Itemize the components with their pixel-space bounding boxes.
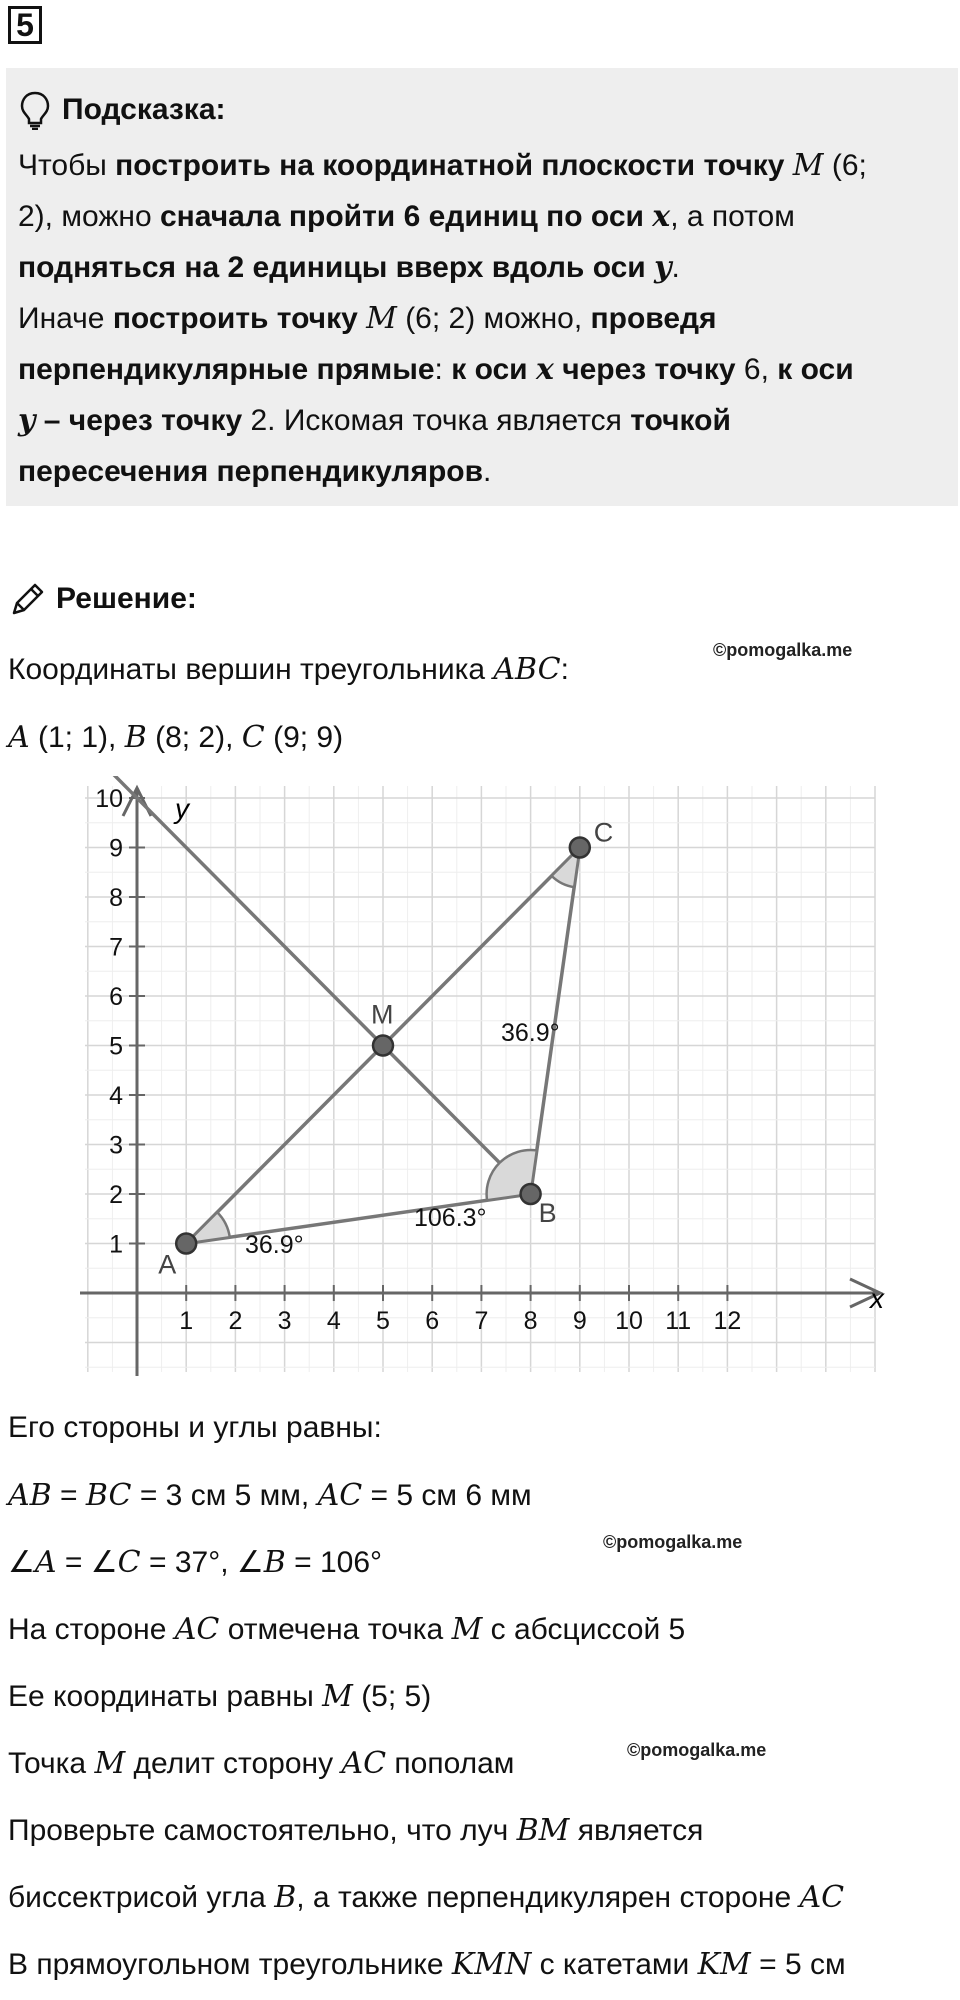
bisector-line: биссектрисой угла B, а также перпендикулярен стороне AC bbox=[8, 1880, 845, 1915]
x-tick-label: 3 bbox=[277, 1307, 292, 1335]
y-tick-label: 7 bbox=[109, 933, 123, 962]
point-c bbox=[570, 838, 590, 858]
sides-angles-intro: Его стороны и углы равны: bbox=[8, 1411, 382, 1444]
x-tick-label: 8 bbox=[523, 1307, 538, 1335]
watermark: ©pomogalka.me bbox=[627, 1740, 767, 1760]
hint-box bbox=[6, 68, 958, 506]
graph-marks bbox=[93, 776, 614, 1280]
hint-line-7: пересечения перпендикуляров. bbox=[18, 455, 492, 488]
solution-title bbox=[8, 574, 197, 624]
point-b bbox=[521, 1184, 541, 1204]
point-label-b: B bbox=[538, 1198, 557, 1228]
coords-intro-line: Координаты вершин треугольника ABC: bbox=[8, 652, 569, 687]
y-tick-label: 4 bbox=[109, 1082, 123, 1110]
line-bm bbox=[93, 776, 531, 1194]
lightbulb-icon bbox=[18, 90, 52, 130]
hint-line-1: Чтобы построить на координатной плоскости точку M (6; bbox=[18, 148, 867, 183]
x-tick-label: 2 bbox=[228, 1307, 243, 1335]
y-tick-label: 10 bbox=[95, 785, 123, 813]
x-tick-label: 12 bbox=[713, 1307, 742, 1335]
x-tick-label: 1 bbox=[179, 1307, 194, 1335]
x-axis-label: x bbox=[870, 1283, 884, 1314]
x-tick-label: 4 bbox=[326, 1307, 341, 1335]
hint-line-4: Иначе построить точку M (6; 2) можно, проведя bbox=[18, 301, 717, 336]
y-tick-label: 9 bbox=[109, 834, 123, 863]
watermark: ©pomogalka.me bbox=[603, 1532, 743, 1552]
point-m bbox=[373, 1036, 393, 1056]
hint-line-6: y – через точку 2. Искомая точка является точкой bbox=[18, 403, 731, 438]
x-tick-label: 7 bbox=[474, 1307, 489, 1335]
angle-label-a: 36.9° bbox=[245, 1231, 304, 1259]
point-label-c: C bbox=[593, 817, 614, 848]
x-tick-label: 11 bbox=[665, 1307, 692, 1335]
pencil-icon bbox=[8, 579, 48, 619]
hint-label: Подсказка: bbox=[62, 93, 226, 126]
angle-label-c: 36.9° bbox=[501, 1019, 560, 1047]
y-tick-label: 1 bbox=[109, 1230, 123, 1259]
point-a bbox=[176, 1234, 196, 1254]
point-label-m: M bbox=[371, 999, 394, 1030]
sides-line: AB = BC = 3 см 5 мм, AC = 5 см 6 мм bbox=[8, 1478, 532, 1513]
watermark: ©pomogalka.me bbox=[713, 640, 853, 660]
solution-label: Решение: bbox=[56, 582, 197, 615]
point-m-line: На стороне AC отмечена точка M с абсциссой 5 bbox=[8, 1612, 686, 1647]
x-tick-label: 9 bbox=[572, 1307, 587, 1335]
hint-body bbox=[18, 140, 944, 497]
x-tick-label: 5 bbox=[376, 1307, 390, 1335]
coords-intro-text: Координаты вершин треугольника bbox=[8, 653, 486, 686]
y-tick-label: 3 bbox=[109, 1131, 123, 1160]
grid bbox=[85, 786, 875, 1372]
check-line: Проверьте самостоятельно, что луч BM является bbox=[8, 1813, 704, 1848]
y-tick-label: 2 bbox=[109, 1181, 123, 1209]
right-triangle-line: В прямоугольном треугольнике KMN с катетами KM = 5 см bbox=[8, 1947, 846, 1982]
axes bbox=[80, 785, 880, 1376]
y-tick-label: 5 bbox=[109, 1032, 123, 1061]
point-label-a: A bbox=[158, 1249, 177, 1280]
y-tick-label: 6 bbox=[109, 983, 123, 1011]
vertex-coords-line: A (1; 1), B (8; 2), C (9; 9) bbox=[8, 720, 344, 755]
y-tick-label: 8 bbox=[109, 884, 123, 912]
coordinate-graph bbox=[75, 776, 895, 1382]
m-coords-line: Ее координаты равны M (5; 5) bbox=[8, 1679, 432, 1714]
angle-label-b: 106.3° bbox=[414, 1204, 487, 1232]
x-tick-label: 6 bbox=[425, 1307, 440, 1335]
hint-title bbox=[18, 80, 944, 140]
hint-line-2: 2), можно сначала пройти 6 единиц по оси x, а потом bbox=[18, 199, 795, 234]
hint-line-5: перпендикулярные прямые: к оси x через точку 6, к оси bbox=[18, 352, 854, 387]
y-axis-label: y bbox=[175, 793, 189, 824]
hint-line-3: подняться на 2 единицы вверх вдоль оси y. bbox=[18, 250, 680, 285]
task-number: 5 bbox=[8, 6, 42, 44]
m-divides-line: Точка M делит сторону AC пополам bbox=[8, 1746, 515, 1781]
x-tick-label: 10 bbox=[615, 1307, 643, 1335]
angles-line: ∠A = ∠C = 37°, ∠B = 106° bbox=[8, 1545, 383, 1580]
